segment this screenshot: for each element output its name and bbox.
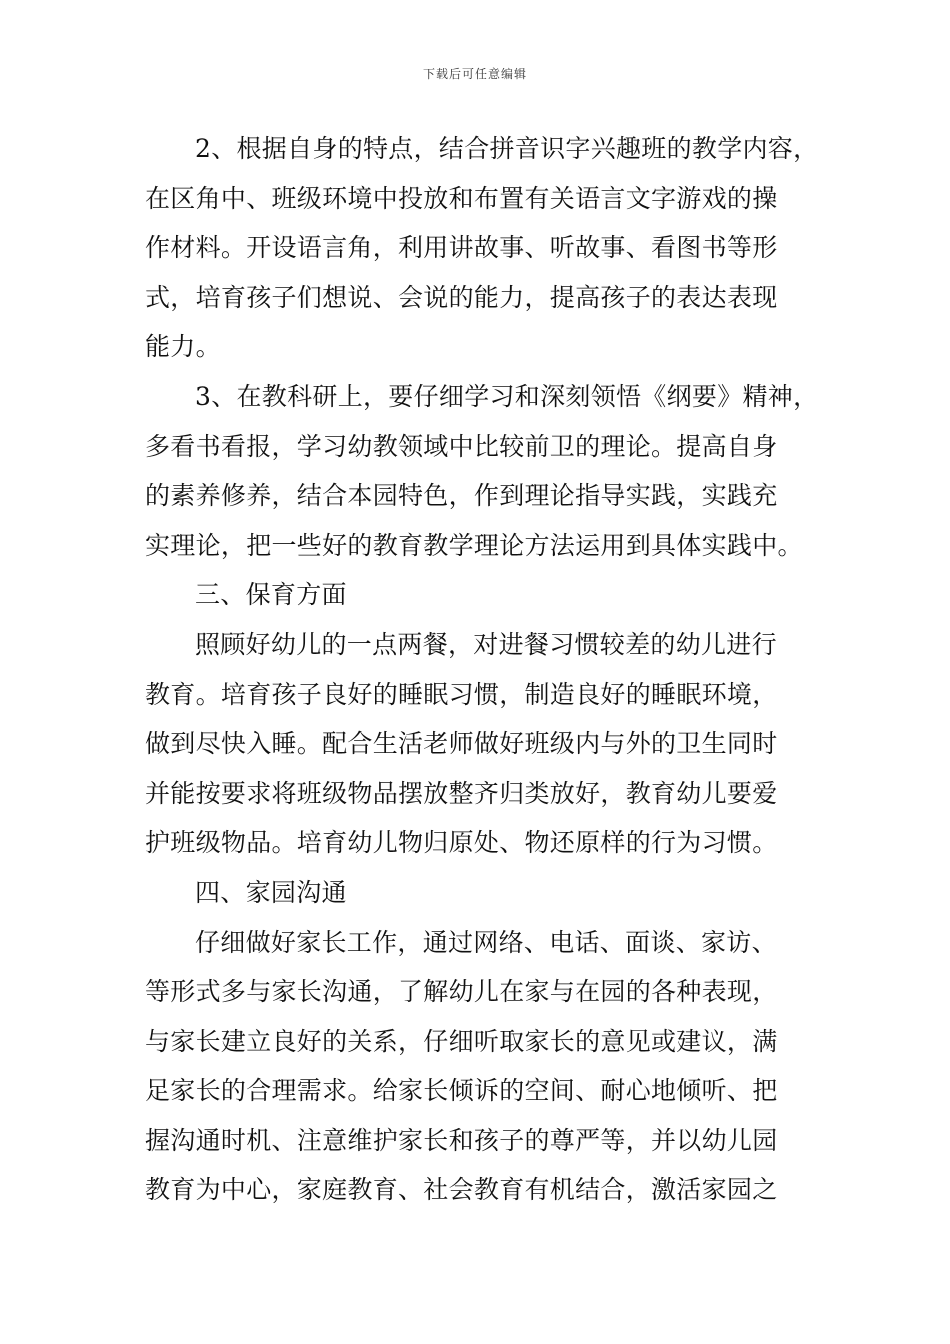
text-line: 作材料。开设语言角，利用讲故事、听故事、看图书等形 [145, 233, 778, 263]
section-heading: 四、家园沟通 [195, 877, 347, 907]
text-line: 并能按要求将班级物品摆放整齐归类放好，教育幼儿要爱 [145, 778, 778, 808]
text-line: 护班级物品。培育幼儿物归原处、物还原样的行为习惯。 [145, 828, 778, 858]
page-header: 下载后可任意编辑 [422, 67, 527, 81]
text-line: 在区角中、班级环境中投放和布置有关语言文字游戏的操 [145, 183, 778, 213]
text-line: 等形式多与家长沟通，了解幼儿在家与在园的各种表现， [145, 977, 778, 1007]
text-line: 仔细做好家长工作，通过网络、电话、面谈、家访、 [195, 927, 777, 957]
text-line: 做到尽快入睡。配合生活老师做好班级内与外的卫生同时 [145, 729, 778, 759]
text-line: 与家长建立良好的关系，仔细听取家长的意见或建议，满 [145, 1026, 778, 1056]
text-line: 能力。 [145, 332, 221, 362]
section-heading: 三、保育方面 [195, 580, 347, 610]
text-line: 教育。培育孩子良好的睡眠习惯，制造良好的睡眠环境， [145, 679, 778, 709]
text-line: 3、在教科研上，要仔细学习和深刻领悟《纲要》精神， [195, 381, 819, 411]
text-line: 握沟通时机、注意维护家长和孩子的尊严等，并以幼儿园 [145, 1125, 778, 1155]
text-line: 多看书看报，学习幼教领域中比较前卫的理论。提高自身 [145, 431, 778, 461]
text-line: 教育为中心，家庭教育、社会教育有机结合，激活家园之 [145, 1175, 778, 1205]
text-line: 的素养修养，结合本园特色，作到理论指导实践，实践充 [145, 481, 778, 511]
text-line: 实理论，把一些好的教育教学理论方法运用到具体实践中。 [145, 530, 803, 560]
document-body [145, 124, 819, 1215]
text-line: 2、根据自身的特点，结合拼音识字兴趣班的教学内容， [195, 134, 819, 163]
text-line: 足家长的合理需求。给家长倾诉的空间、耐心地倾听、把 [145, 1076, 778, 1106]
text-line: 照顾好幼儿的一点两餐，对进餐习惯较差的幼儿进行 [195, 629, 777, 659]
text-line: 式，培育孩子们想说、会说的能力，提高孩子的表达表现 [145, 282, 778, 312]
